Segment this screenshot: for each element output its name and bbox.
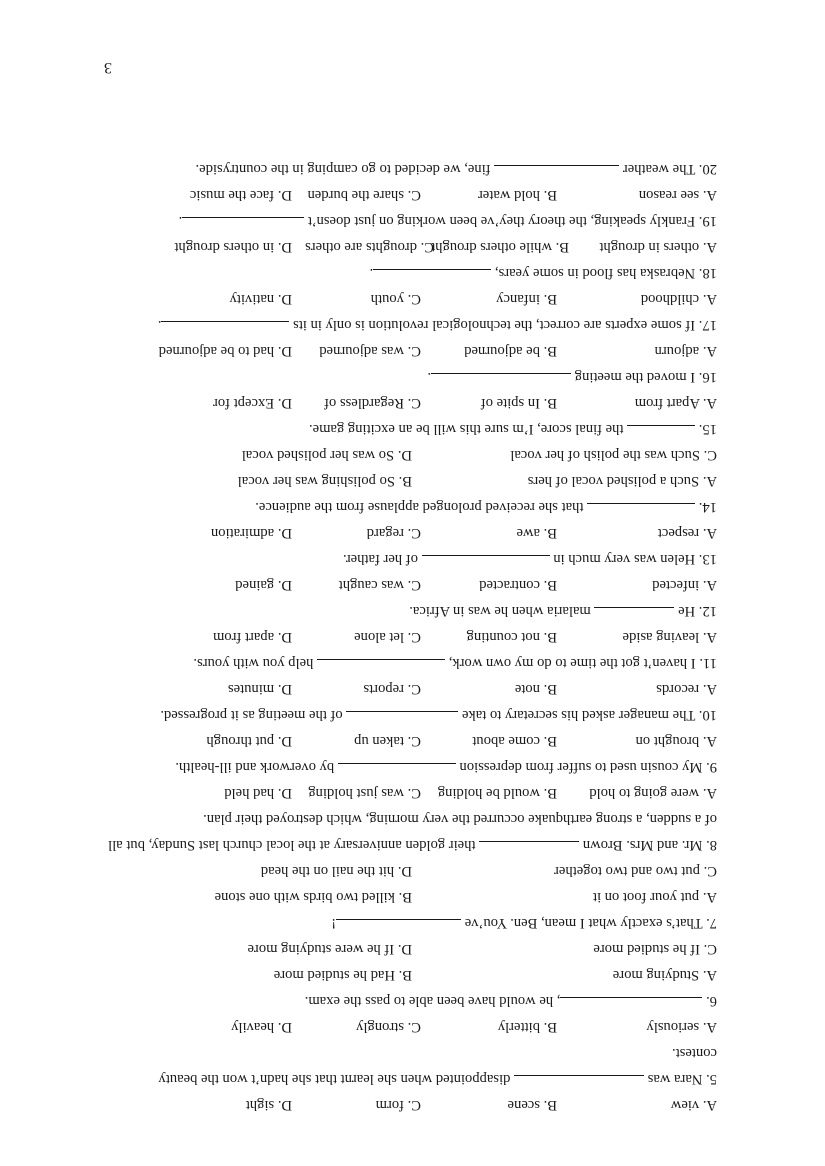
option-c: C. If he studied more bbox=[593, 941, 717, 957]
q9-options bbox=[97, 728, 717, 754]
answer-blank bbox=[514, 1075, 644, 1090]
option-a: A. view bbox=[670, 1097, 717, 1113]
q15-stem: 15. the final score, I’m sure this will be an exciting game. bbox=[97, 416, 717, 442]
option-b: B. while others drought bbox=[431, 239, 569, 255]
option-b: B. Had he studied more bbox=[273, 967, 412, 983]
option-d: D. gained bbox=[235, 577, 292, 593]
answer-blank bbox=[182, 217, 304, 232]
answer-blank bbox=[317, 659, 445, 674]
option-a: A. records bbox=[656, 681, 717, 697]
answer-blank bbox=[431, 373, 571, 388]
option-a: A. brought on bbox=[635, 733, 717, 749]
answer-blank bbox=[494, 165, 619, 180]
q8-options bbox=[97, 780, 717, 806]
option-d: D. minutes bbox=[227, 681, 292, 697]
option-c: C. form bbox=[375, 1097, 421, 1113]
q14-options-row2 bbox=[97, 442, 717, 468]
option-b: B. In spite of bbox=[480, 395, 557, 411]
option-d: D. face the music bbox=[189, 187, 292, 203]
option-b: B. not counting bbox=[466, 629, 557, 645]
option-d: D. in others drought bbox=[174, 239, 292, 255]
q7-options-row2 bbox=[97, 858, 717, 884]
option-a: A. Such a polished vocal of hers bbox=[527, 473, 717, 489]
q11-stem: 11. I haven’t got the time to do my own work, help you with yours. bbox=[97, 650, 717, 676]
answer-blank bbox=[161, 321, 289, 336]
option-c: C. strongly bbox=[356, 1019, 421, 1035]
q11-options bbox=[97, 624, 717, 650]
q17-options bbox=[97, 286, 717, 312]
q7-stem: 7. That’s exactly what I mean, Ben. You’ve ! bbox=[97, 910, 717, 936]
option-d: D. nativity bbox=[229, 291, 292, 307]
answer-blank bbox=[627, 425, 695, 440]
q16-options bbox=[97, 338, 717, 364]
option-a: A. adjourn bbox=[654, 343, 717, 359]
option-c: C. taken up bbox=[354, 733, 421, 749]
option-b: B. hold water bbox=[477, 187, 557, 203]
answer-blank bbox=[422, 555, 550, 570]
option-b: B. awe bbox=[516, 525, 557, 541]
answer-blank bbox=[560, 997, 702, 1012]
option-c: C. was caught bbox=[338, 577, 421, 593]
option-c: C. share the burden bbox=[307, 187, 421, 203]
option-b: B. contracted bbox=[479, 577, 557, 593]
option-a: A. leaving aside bbox=[622, 629, 717, 645]
q8-stem-line2: of a sudden, a strong earthquake occurred the very morning, which destroyed their plan. bbox=[203, 811, 717, 827]
q7-options-row1 bbox=[97, 884, 717, 910]
option-b: B. be adjourned bbox=[464, 343, 557, 359]
q12-stem: 12. He malaria when he was in Africa. bbox=[97, 598, 717, 624]
q5-stem-line2: contest. bbox=[672, 1045, 717, 1061]
q18-stem: 18. Nebraska has flood in some years, . bbox=[97, 260, 717, 286]
option-d: D. Except for bbox=[212, 395, 292, 411]
q10-stem: 10. The manager asked his secretary to take of the meeting as it progressed. bbox=[97, 702, 717, 728]
option-a: A. seriously bbox=[646, 1019, 717, 1035]
q12-options bbox=[97, 572, 717, 598]
option-c: C. reports bbox=[363, 681, 421, 697]
answer-blank bbox=[338, 763, 456, 778]
answer-blank bbox=[346, 711, 458, 726]
q6-options-row2 bbox=[97, 936, 717, 962]
option-b: B. killed two birds with one stone bbox=[214, 889, 412, 905]
option-c: C. put two and two together bbox=[554, 863, 717, 879]
option-d: D. had to be adjourned bbox=[158, 343, 292, 359]
q6-stem: 6. , he would have been able to pass the exam. bbox=[97, 988, 717, 1014]
q14-stem: 14. that she received prolonged applause from the audience. bbox=[97, 494, 717, 520]
option-b: B. come about bbox=[472, 733, 557, 749]
option-a: A. were going to hold bbox=[589, 785, 717, 801]
option-d: D. put through bbox=[206, 733, 292, 749]
option-a: A. Studying more bbox=[612, 967, 717, 983]
q19-stem: 19. Frankly speaking, the theory they’ve been working on just doesn’t . bbox=[97, 208, 717, 234]
q4-options bbox=[97, 1092, 717, 1118]
option-b: B. infancy bbox=[496, 291, 557, 307]
q16-stem: 16. I moved the meeting . bbox=[97, 364, 717, 390]
answer-blank bbox=[373, 269, 491, 284]
option-d: D. So was her polished vocal bbox=[241, 447, 412, 463]
option-d: D. If he were studying more bbox=[247, 941, 412, 957]
option-a: A. respect bbox=[657, 525, 717, 541]
option-d: D. had held bbox=[224, 785, 292, 801]
option-b: B. scene bbox=[507, 1097, 557, 1113]
option-b: B. bitterly bbox=[497, 1019, 557, 1035]
option-b: B. note bbox=[514, 681, 557, 697]
option-c: C. was adjourned bbox=[319, 343, 421, 359]
q5-stem: 5. Nara was disappointed when she learnt that she hadn’t won the beauty bbox=[97, 1066, 717, 1092]
answer-blank bbox=[587, 503, 695, 518]
option-d: D. admiration bbox=[210, 525, 292, 541]
option-d: D. apart from bbox=[212, 629, 292, 645]
q19-options bbox=[97, 182, 717, 208]
option-c: C. regard bbox=[366, 525, 421, 541]
q10-options bbox=[97, 676, 717, 702]
option-a: A. infected bbox=[652, 577, 717, 593]
option-d: D. hit the nail on the head bbox=[260, 863, 412, 879]
q5-options bbox=[97, 1014, 717, 1040]
option-a: A. see reason bbox=[638, 187, 717, 203]
option-c: C. youth bbox=[370, 291, 421, 307]
page-number: 3 bbox=[104, 59, 112, 76]
option-d: D. sight bbox=[245, 1097, 292, 1113]
option-c: C. was just holding bbox=[308, 785, 421, 801]
q14-options-row1 bbox=[97, 468, 717, 494]
option-b: B. So polishing was her vocal bbox=[237, 473, 412, 489]
option-c: C. droughts are others bbox=[305, 239, 434, 255]
option-a: A. Apart from bbox=[634, 395, 717, 411]
question-list bbox=[97, 156, 717, 1118]
option-d: D. heavily bbox=[231, 1019, 292, 1035]
option-b: B. would be holding bbox=[437, 785, 557, 801]
q6-options-row1 bbox=[97, 962, 717, 988]
q13-stem: 13. Helen was very much in of her father. bbox=[97, 546, 717, 572]
q15-options bbox=[97, 390, 717, 416]
q17-stem: 17. If some experts are correct, the technological revolution is only in its . bbox=[97, 312, 717, 338]
option-c: C. Regardless of bbox=[324, 395, 421, 411]
q13-options bbox=[97, 520, 717, 546]
q8-stem: 8. Mr. and Mrs. Brown their golden anniversary at the local church last Sunday, but all bbox=[97, 832, 717, 858]
option-a: A. put your foot on it bbox=[592, 889, 717, 905]
q20-stem: 20. The weather fine, we decided to go camping in the countryside. bbox=[97, 156, 717, 182]
answer-blank bbox=[336, 919, 461, 934]
q18-options bbox=[97, 234, 717, 260]
option-a: A. others in drought bbox=[599, 239, 717, 255]
answer-blank bbox=[594, 607, 674, 622]
answer-blank bbox=[479, 841, 579, 856]
option-c: C. let alone bbox=[354, 629, 421, 645]
option-c: C. Such was the polish of her vocal bbox=[510, 447, 717, 463]
q9-stem: 9. My cousin used to suffer from depression by overwork and ill-health. bbox=[97, 754, 717, 780]
option-a: A. childhood bbox=[640, 291, 717, 307]
